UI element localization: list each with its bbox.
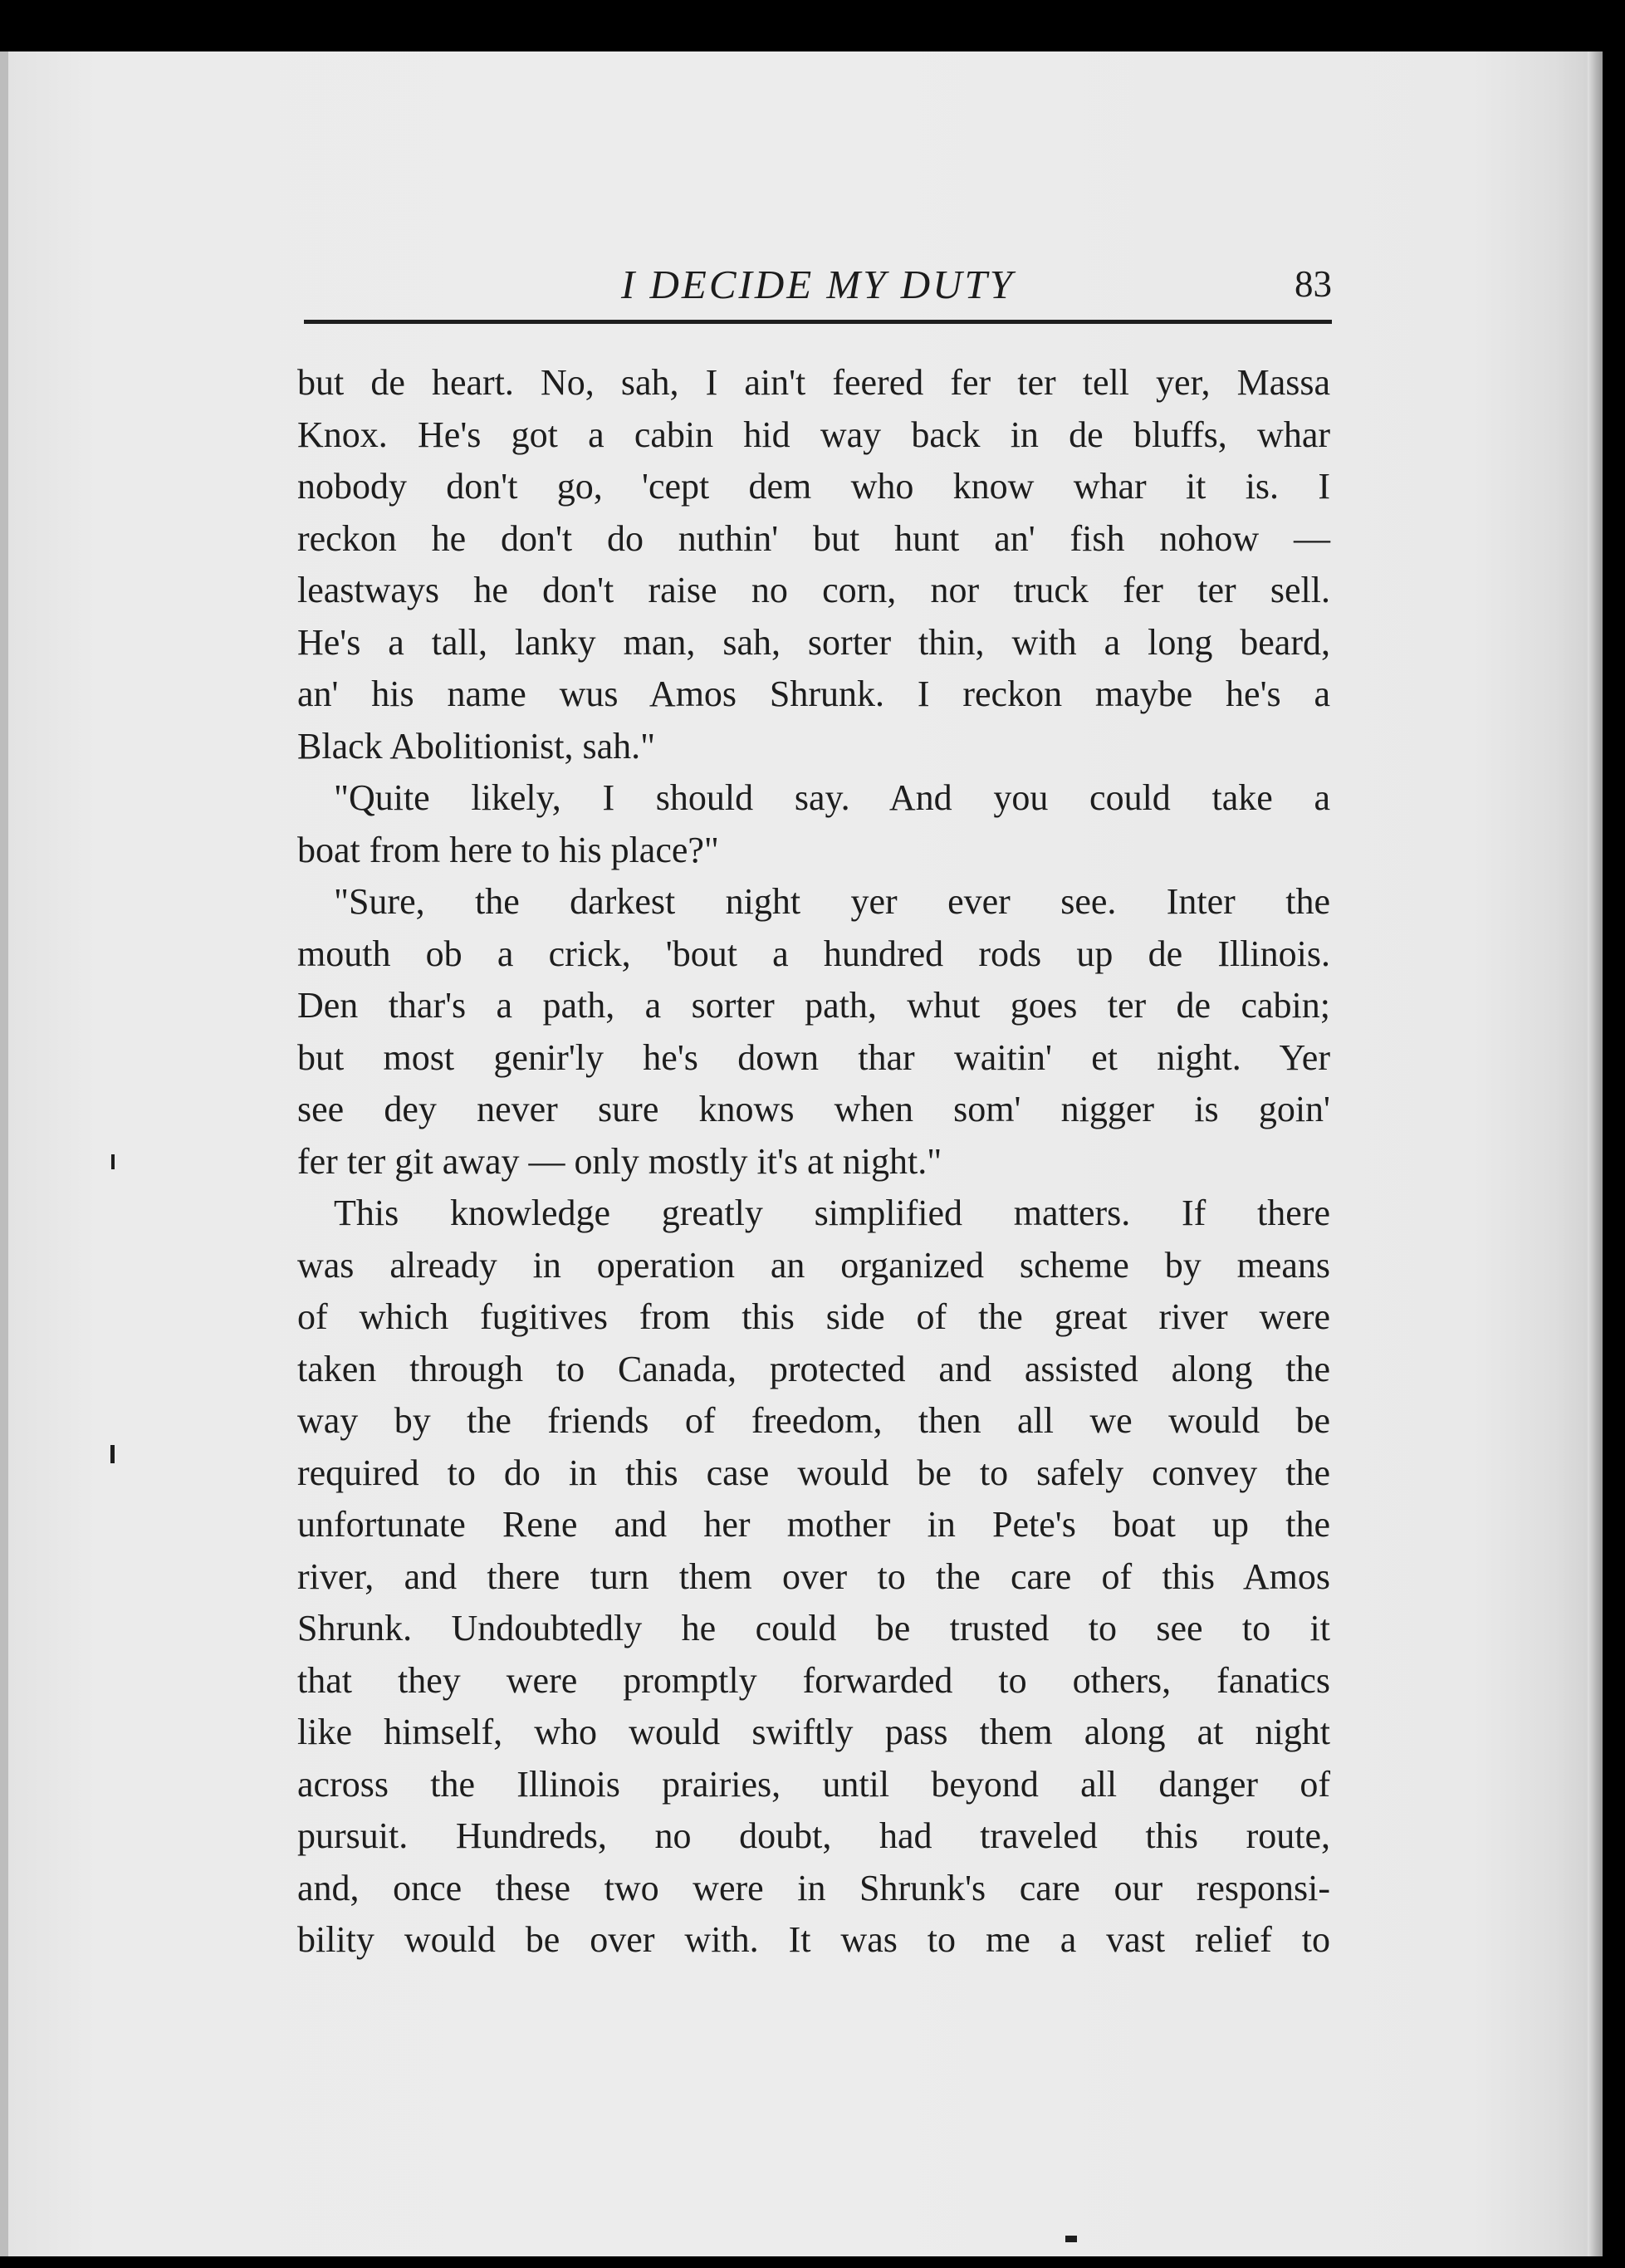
text-line: that they were promptly forwarded to others, fanatics	[297, 1659, 1330, 1701]
text-line: "Sure, the darkest night yer ever see. Inter the	[334, 881, 1330, 922]
header-rule	[304, 320, 1332, 324]
text-line: Knox. He's got a cabin hid way back in de bluffs, whar	[297, 414, 1330, 455]
body-text	[297, 357, 1330, 1967]
running-title: I DECIDE MY DUTY	[620, 262, 1016, 307]
text-line: Black Abolitionist, sah."	[297, 725, 656, 767]
text-line: of which fugitives from this side of the great river were	[297, 1296, 1330, 1337]
text-line: was already in operation an organized scheme by means	[297, 1244, 1330, 1286]
text-line: bility would be over with. It was to me a vast relief to	[297, 1919, 1330, 1960]
text-line: reckon he don't do nuthin' but hunt an' fish nohow —	[297, 517, 1330, 559]
text-line: fer ter git away — only mostly it's at night."	[297, 1140, 942, 1182]
text-line: an' his name wus Amos Shrunk. I reckon maybe he's a	[297, 674, 1330, 714]
text-line: nobody don't go, 'cept dem who know whar it is. I	[297, 466, 1330, 507]
text-line: way by the friends of freedom, then all we would be	[297, 1400, 1330, 1441]
page-header	[304, 264, 1332, 322]
page-number: 83	[1295, 263, 1332, 305]
text-line: river, and there turn them over to the care of this Amos	[297, 1555, 1330, 1597]
text-line: boat from here to his place?"	[297, 829, 719, 870]
text-line: Den thar's a path, a sorter path, whut goes ter de cabin;	[297, 985, 1330, 1026]
text-line: but most genir'ly he's down thar waitin' et night. Yer	[297, 1036, 1330, 1078]
text-line: required to do in this case would be to safely convey the	[297, 1452, 1330, 1493]
text-line: "Quite likely, I should say. And you could take a	[334, 777, 1330, 818]
text-line: He's a tall, lanky man, sah, sorter thin, with a long beard,	[297, 621, 1330, 663]
scan-speck	[110, 1445, 115, 1463]
page-edge	[1588, 51, 1603, 2256]
text-line: across the Illinois prairies, until beyond all danger of	[297, 1763, 1330, 1805]
scan-speck	[1065, 2236, 1077, 2242]
page-gutter	[0, 51, 8, 2256]
text-line: pursuit. Hundreds, no doubt, had traveled this route,	[297, 1815, 1330, 1856]
scan-speck	[111, 1154, 115, 1169]
text-line: taken through to Canada, protected and assisted along the	[297, 1348, 1330, 1389]
text-line: Shrunk. Undoubtedly he could be trusted to see to it	[297, 1608, 1330, 1648]
text-line: leastways he don't raise no corn, nor truck fer ter sell.	[297, 570, 1330, 610]
text-line: see dey never sure knows when som' nigger is goin'	[297, 1089, 1330, 1129]
text-line: mouth ob a crick, 'bout a hundred rods up de Illinois.	[297, 933, 1330, 974]
text-line: unfortunate Rene and her mother in Pete's boat up the	[297, 1504, 1330, 1545]
text-line: but de heart. No, sah, I ain't feered fer ter tell yer, Massa	[297, 362, 1330, 403]
text-line: and, once these two were in Shrunk's care our responsi-	[297, 1867, 1330, 1908]
text-line: This knowledge greatly simplified matters. If there	[334, 1193, 1330, 1233]
text-line: like himself, who would swiftly pass them along at night	[297, 1712, 1330, 1752]
